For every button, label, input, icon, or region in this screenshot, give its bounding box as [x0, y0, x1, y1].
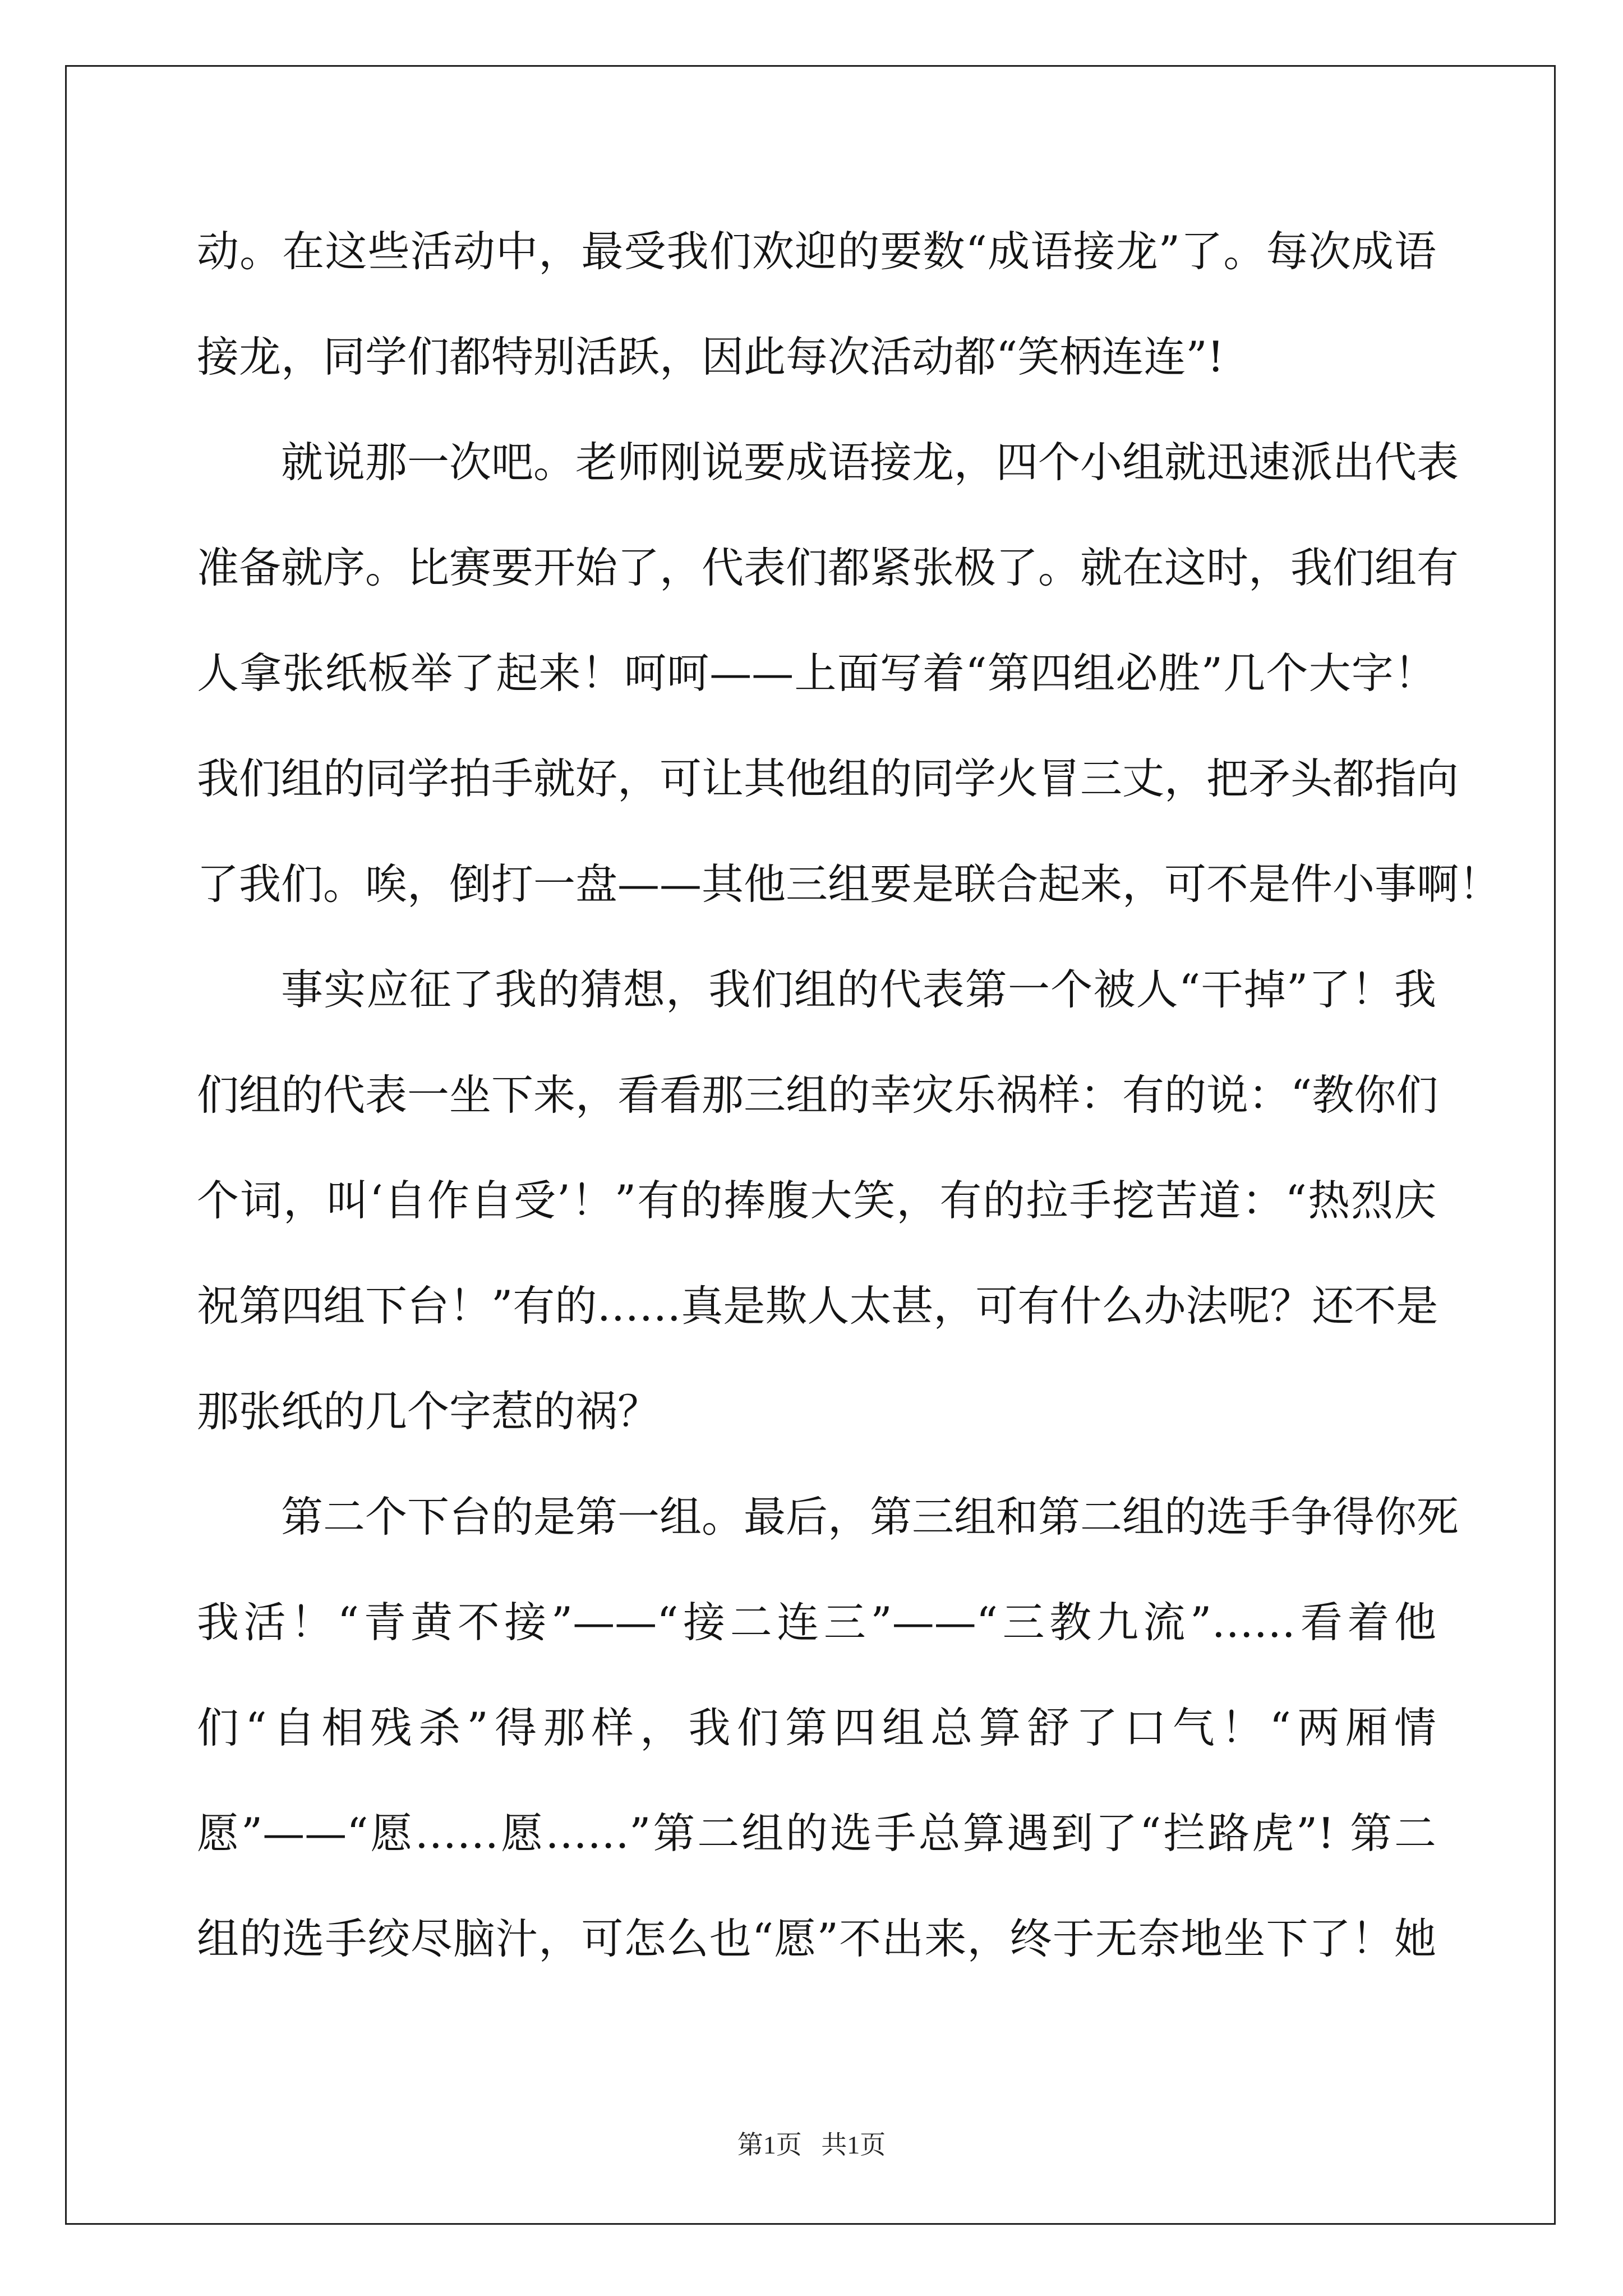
text-line: 愿”——“愿……愿……”第二组的选手总算遇到了“拦路虎”! 第二	[197, 1809, 1436, 1858]
text-line: 那张纸的几个字惹的祸？	[197, 1387, 660, 1436]
text-line: 就说那一次吧。老师刚说要成语接龙，四个小组就迅速派出代表	[281, 438, 1459, 487]
text-line: 了我们。唉，倒打一盘——其他三组要是联合起来，可不是件小事啊！	[197, 859, 1501, 909]
text-line: 事实应征了我的猜想，我们组的代表第一个被人“干掉”了！我	[281, 965, 1436, 1014]
text-line: 接龙，同学们都特别活跃，因此每次活动都“笑柄连连”!	[197, 332, 1224, 381]
text-line: 我们组的同学拍手就好，可让其他组的同学火冒三丈，把矛头都指向	[197, 754, 1459, 803]
text-line: 人拿张纸板举了起来！呵呵——上面写着“第四组必胜”几个大字！	[197, 648, 1436, 698]
text-line: 祝第四组下台！”有的……真是欺人太甚，可有什么办法呢？还不是	[197, 1281, 1438, 1331]
text-line: 第二个下台的是第一组。最后，第三组和第二组的选手争得你死	[281, 1492, 1459, 1542]
text-line: 准备就序。比赛要开始了，代表们都紧张极了。就在这时，我们组有	[197, 543, 1459, 592]
text-line: 们“自相残杀”得那样，我们第四组总算舒了口气！“两厢情	[197, 1703, 1436, 1752]
text-line: 我活！“青黄不接”——“接二连三”——“三教九流”……看着他	[197, 1598, 1436, 1647]
text-line: 们组的代表一坐下来，看看那三组的幸灾乐祸样：有的说：“教你们	[197, 1070, 1438, 1120]
text-line: 动。在这些活动中，最受我们欢迎的要数“成语接龙”了。每次成语	[197, 227, 1436, 276]
text-line: 组的选手绞尽脑汁，可怎么也“愿”不出来，终于无奈地坐下了！她	[197, 1914, 1436, 1963]
page-number-footer: 第1页 共1页	[737, 2131, 886, 2159]
text-line: 个词，叫‘自作自受’！”有的捧腹大笑，有的拉手挖苦道：“热烈庆	[197, 1176, 1436, 1225]
page-border	[65, 65, 1556, 2225]
